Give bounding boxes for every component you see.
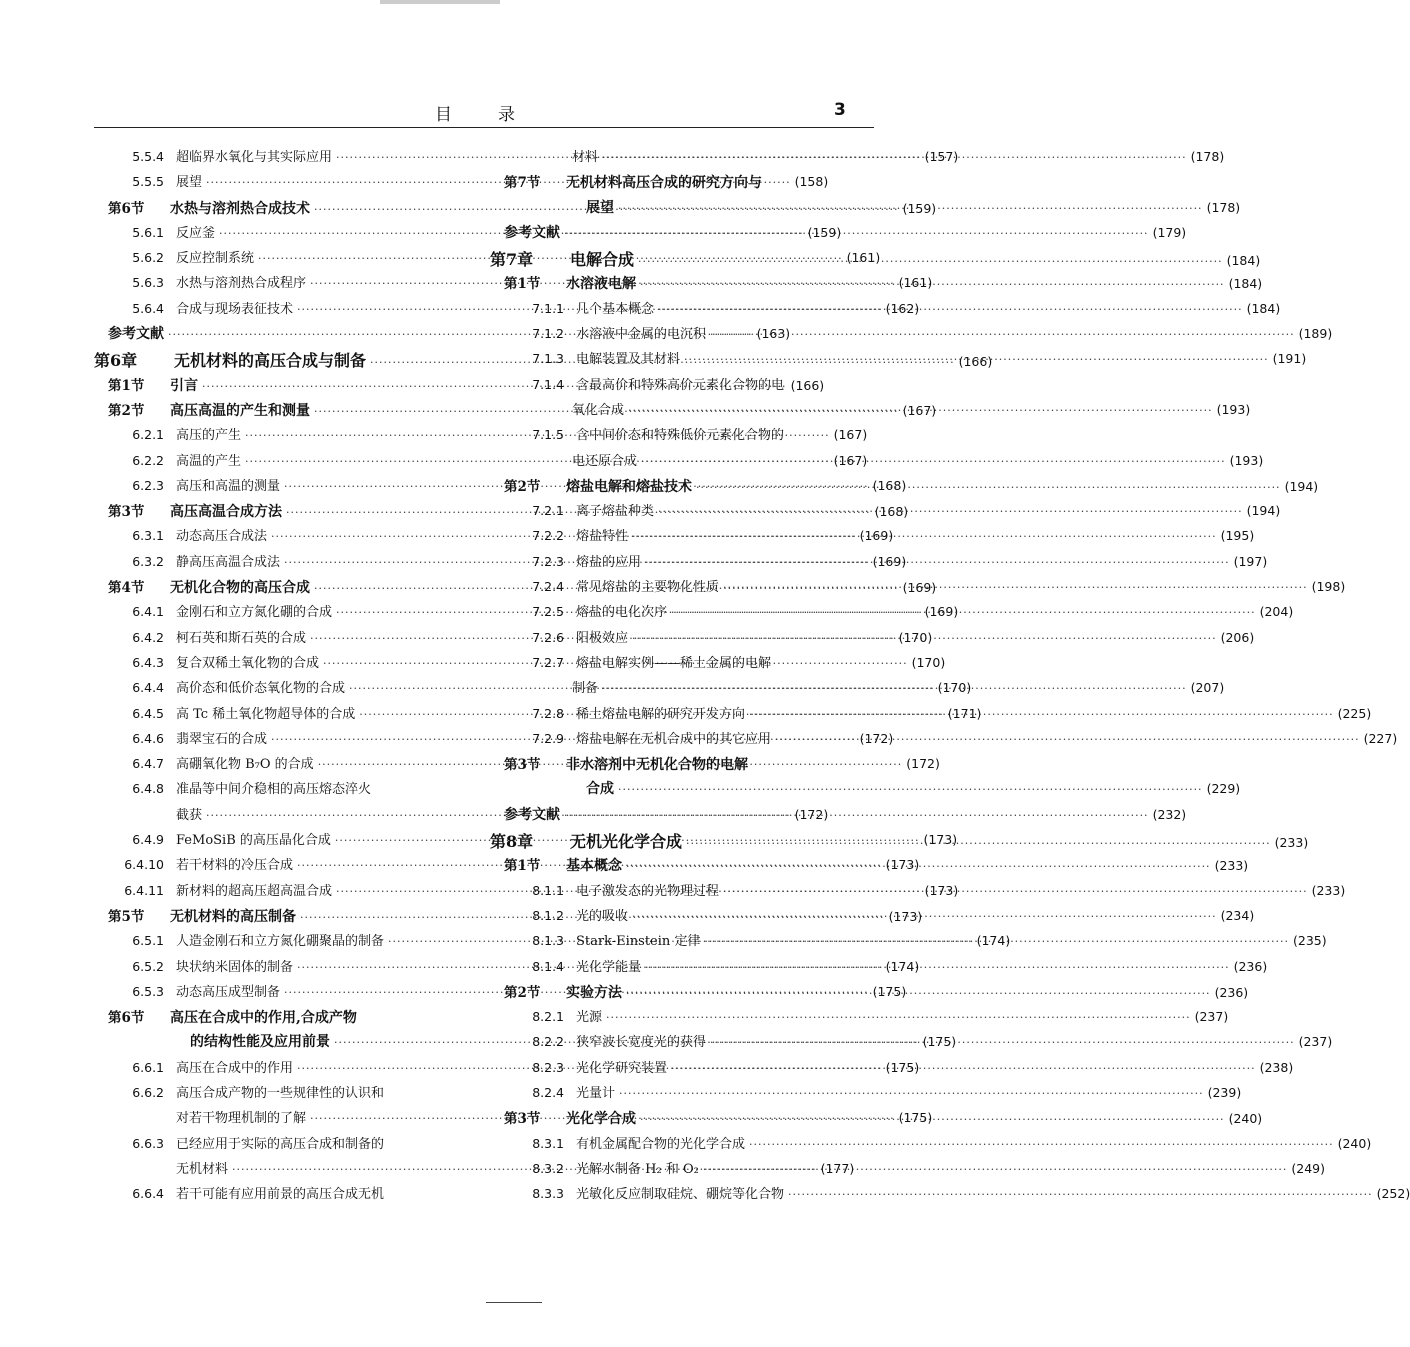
toc-entry[interactable] (490, 1133, 1372, 1158)
entry-page: (225) (1337, 705, 1372, 721)
entry-title: 若干材料的冷压合成 (176, 858, 294, 874)
entry-number: 第6章 (94, 351, 138, 371)
entry-title: 反应釜 (176, 225, 216, 241)
entry-number: 6.5.3 (132, 983, 164, 999)
entry-title: 水溶液中金属的电沉积 (576, 327, 707, 343)
entry-title: 若干可能有应用前景的高压合成无机 (176, 1187, 385, 1203)
entry-title: 熔盐电解实例——稀土金属的电解 (576, 655, 772, 671)
entry-number: 8.3.2 (532, 1160, 564, 1176)
entry-title: 对若干物理机制的了解 (176, 1111, 307, 1127)
entry-number: 5.6.2 (132, 250, 164, 266)
entry-page: (233) (1311, 882, 1346, 898)
entry-page: (189) (1298, 326, 1333, 342)
entry-title: 无机材料的高压制备 (170, 908, 296, 925)
entry-number: 8.2.3 (532, 1059, 564, 1075)
entry-title: 反应控制系统 (176, 251, 255, 267)
entry-page: (170) (911, 654, 946, 670)
entry-title: 高压在合成中的作用 (176, 1060, 294, 1076)
entry-number: 第6节 (108, 1010, 145, 1027)
entry-number: 6.4.2 (132, 629, 164, 645)
entry-number: 6.6.1 (132, 1059, 164, 1075)
entry-page: (166) (790, 377, 825, 393)
leader-dots (640, 278, 1225, 291)
entry-number: 第7章 (490, 250, 534, 270)
toc-entry[interactable] (490, 222, 1187, 247)
entry-title: 电解合成 (570, 250, 635, 270)
entry-page: (157) (924, 149, 959, 164)
entry-page: (172) (906, 756, 940, 772)
entry-number: 7.2.3 (532, 553, 564, 569)
leader-dots (749, 705, 1334, 721)
leader-dots (671, 1059, 1256, 1075)
leader-dots (775, 730, 1360, 746)
entry-page: (204) (1259, 604, 1294, 620)
entry-number: 8.1.3 (532, 933, 564, 949)
leader-dots (628, 404, 1213, 417)
entry-page: (161) (898, 275, 933, 291)
entry-page: (161) (846, 250, 881, 266)
entry-page: (167) (833, 452, 868, 468)
entry-number: 5.5.5 (132, 174, 164, 190)
entry-title: 电子激发态的光物理过程 (576, 883, 720, 899)
toc-entry[interactable] (94, 778, 476, 803)
entry-title: 水溶液电解 (566, 276, 636, 293)
leader-dots (696, 481, 1281, 494)
entry-number: 第8章 (490, 832, 534, 852)
entry-page: (169) (902, 580, 937, 596)
entry-page: (173) (885, 857, 920, 873)
toc-entry[interactable] (94, 1082, 476, 1107)
entry-title: 动态高压成型制备 (176, 984, 281, 1000)
entry-page: (178) (1206, 199, 1241, 215)
entry-title: Stark-Einstein 定律 (576, 934, 701, 950)
entry-page: (233) (1214, 858, 1249, 874)
entry-title: 氧化合成 (572, 402, 625, 418)
entry-title: 光化学研究装置 (576, 1060, 668, 1076)
leader-dots (658, 300, 1243, 316)
entry-title: 非水溶剂中无机化合物的电解 (566, 757, 748, 774)
leader-dots (641, 452, 1226, 468)
entry-title: 已经应用于实际的高压合成和制备的 (176, 1136, 385, 1152)
entry-number: 7.2.6 (532, 629, 564, 645)
toc-entry[interactable] (490, 1158, 1326, 1183)
entry-title: 柯石英和斯石英的合成 (176, 630, 307, 646)
leader-dots (658, 505, 1243, 518)
entry-page: (240) (1337, 1135, 1372, 1151)
entry-page: (169) (924, 604, 959, 620)
entry-page: (163) (756, 326, 791, 342)
entry-number: 第3节 (504, 757, 541, 774)
entry-number: 7.2.5 (532, 604, 564, 620)
entry-title: 高压高温合成方法 (170, 504, 282, 521)
entry-title: 基本概念 (566, 858, 622, 875)
entry-page: (240) (1228, 1111, 1263, 1127)
entry-number: 第1节 (504, 858, 541, 875)
entry-page: (177) (820, 1160, 855, 1176)
entry-number: 5.6.1 (132, 224, 164, 240)
entry-page: (175) (872, 983, 907, 999)
entry-page: (175) (898, 1110, 933, 1126)
entry-number: 第7节 (504, 175, 541, 192)
entry-title: 光解水制备 H₂ 和 O₂ (576, 1161, 699, 1177)
entry-title: 电还原合成 (572, 453, 638, 469)
entry-page: (168) (872, 477, 907, 493)
entry-title: 高压的产生 (176, 428, 242, 444)
entry-page: (232) (1152, 806, 1187, 822)
entry-page: (175) (922, 1034, 957, 1050)
leader-dots (564, 224, 1149, 240)
entry-number: 7.2.8 (532, 705, 564, 721)
leader-dots (710, 328, 1295, 341)
leader-dots (704, 935, 1289, 948)
entry-page: (167) (902, 402, 937, 418)
entry-title: 熔盐电解和熔盐技术 (566, 478, 692, 495)
entry-page: (167) (833, 427, 868, 443)
entry-number: 参考文献 (504, 224, 560, 241)
entry-number: 5.6.4 (132, 300, 164, 316)
entry-title: 高硼氧化物 B₇O 的合成 (176, 757, 314, 773)
leader-dots (626, 987, 1211, 1000)
entry-title: 截获 (176, 807, 203, 823)
entry-title: 高压和高温的测量 (176, 478, 281, 494)
entry-page: (195) (1220, 528, 1255, 544)
entry-number: 6.5.2 (132, 958, 164, 974)
toc-entry[interactable] (490, 450, 1264, 475)
entry-page: (162) (885, 300, 920, 316)
entry-number: 6.6.4 (132, 1186, 164, 1202)
entry-page: (173) (923, 832, 958, 848)
leader-dots (632, 910, 1217, 923)
entry-title: 高压高温的产生和测量 (170, 402, 310, 419)
entry-number: 6.4.8 (132, 781, 164, 797)
entry-number: 8.2.4 (532, 1084, 564, 1100)
entry-title: 光的吸收 (576, 908, 629, 924)
entry-number: 8.1.4 (532, 958, 564, 974)
leader-dots (564, 806, 1149, 822)
toc-entry[interactable] (490, 652, 862, 677)
entry-title: 合成 (586, 781, 614, 798)
entry-page: (159) (807, 224, 842, 240)
toc-entry[interactable] (490, 753, 862, 778)
entry-number: 第6节 (108, 200, 145, 217)
entry-number: 7.2.4 (532, 579, 564, 595)
entry-number: 7.1.1 (532, 300, 564, 316)
entry-page: (235) (1292, 933, 1327, 949)
entry-title: 常见熔盐的主要物化性质 (576, 580, 720, 596)
entry-title: 高价态和低价态氧化物的合成 (176, 681, 346, 697)
entry-title: 含最高价和特殊高价元素化合物的电 (576, 377, 785, 393)
entry-number: 第1节 (108, 377, 145, 394)
entry-page: (198) (1311, 579, 1346, 595)
entry-page: (173) (924, 882, 959, 898)
entry-number: 6.2.1 (132, 427, 164, 443)
entry-number: 8.1.2 (532, 907, 564, 923)
entry-page: (179) (1152, 224, 1187, 240)
entry-title: 阳极效应 (576, 630, 629, 646)
entry-page: (173) (888, 908, 923, 924)
entry-number: 6.4.10 (124, 857, 164, 873)
entry-title: 熔盐的应用 (576, 554, 642, 570)
entry-page: (175) (885, 1059, 920, 1075)
top-scan-mark (380, 0, 500, 4)
entry-page: (184) (1228, 276, 1263, 292)
entry-page: (193) (1216, 401, 1251, 417)
entry-page: (172) (794, 806, 829, 822)
entry-page: (174) (976, 933, 1011, 949)
entry-number: 第3节 (108, 504, 145, 521)
entry-title: 展望 (176, 175, 203, 191)
entry-page: (159) (902, 200, 937, 216)
entry-page: (252) (1376, 1186, 1410, 1202)
entry-page: (169) (859, 528, 894, 544)
leader-dots (602, 682, 1187, 695)
entry-page: (207) (1190, 680, 1225, 696)
toc-entry[interactable] (94, 1183, 476, 1208)
entry-number: 第1节 (504, 276, 541, 293)
entry-page: (169) (872, 553, 907, 569)
entry-title: 金刚石和立方氮化硼的合成 (176, 605, 333, 621)
entry-title: 准晶等中间介稳相的高压熔态淬火 (176, 782, 372, 798)
leader-dots (626, 860, 1211, 873)
entry-number: 第2节 (108, 402, 145, 419)
entry-number: 6.4.7 (132, 756, 164, 772)
entry-number: 8.2.1 (532, 1009, 564, 1025)
entry-number: 6.4.9 (132, 832, 164, 848)
entry-number: 6.2.2 (132, 452, 164, 468)
leader-dots (606, 1011, 1191, 1024)
entry-page: (237) (1298, 1034, 1333, 1050)
toc-entry[interactable] (490, 424, 862, 449)
header-title-right: 录 (498, 105, 517, 125)
entry-title: 实验方法 (566, 984, 622, 1001)
entry-title: 水热与溶剂热合成技术 (170, 200, 310, 217)
entry-number: 6.6.2 (132, 1084, 164, 1100)
leader-dots (684, 353, 1269, 366)
entry-page: (170) (898, 629, 933, 645)
entry-number: 第4节 (108, 580, 145, 597)
toc-entry[interactable] (490, 1183, 1410, 1208)
entry-number: 6.4.1 (132, 604, 164, 620)
leader-dots (723, 581, 1308, 594)
entry-page: (158) (794, 174, 829, 190)
entry-title: 光化学能量 (576, 959, 642, 975)
entry-title: 合成与现场表征技术 (176, 301, 294, 317)
entry-page: (166) (958, 354, 993, 370)
leader-dots (710, 1036, 1295, 1049)
entry-title: 光敏化反应制取硅烷、硼烷等化合物 (576, 1187, 785, 1203)
entry-number: 参考文献 (108, 326, 164, 343)
entry-page: (172) (859, 730, 894, 746)
entry-page: (168) (874, 504, 909, 520)
entry-page: (229) (1206, 781, 1241, 797)
entry-title: 制备 (572, 681, 599, 697)
entry-number: 6.3.2 (132, 553, 164, 569)
toc-entry[interactable] (94, 1133, 476, 1158)
entry-number: 6.2.3 (132, 477, 164, 493)
entry-number: 8.3.3 (532, 1186, 564, 1202)
entry-title: 有机金属配合物的光化学合成 (576, 1136, 746, 1152)
leader-dots (723, 882, 1308, 898)
entry-page: (170) (937, 680, 972, 696)
entry-title: 动态高压合成法 (176, 529, 268, 545)
entry-number: 7.2.2 (532, 528, 564, 544)
leader-dots (619, 1087, 1204, 1100)
entry-page: (236) (1233, 958, 1268, 974)
entry-title: 水热与溶剂热合成程序 (176, 276, 307, 292)
entry-title: 无机材料 (176, 1161, 229, 1177)
entry-page: (171) (947, 705, 982, 721)
entry-title: 无机材料的高压合成与制备 (174, 351, 367, 371)
entry-title: 静高压高温合成法 (176, 554, 281, 570)
toc-entry[interactable] (490, 1082, 1242, 1107)
leader-dots (632, 530, 1217, 543)
entry-title: 高 Tc 稀土氧化物超导体的合成 (176, 706, 356, 722)
entry-number: 8.2.2 (532, 1034, 564, 1050)
leader-dots (640, 1113, 1225, 1126)
entry-number: 第3节 (504, 1111, 541, 1128)
leader-dots (645, 958, 1230, 974)
entry-number: 7.1.2 (532, 326, 564, 342)
entry-number: 6.5.1 (132, 933, 164, 949)
entry-title: FeMoSiB 的高压晶化合成 (176, 833, 331, 849)
entry-title: 展望 (586, 199, 614, 216)
entry-page: (239) (1207, 1084, 1242, 1100)
entry-number: 6.6.3 (132, 1135, 164, 1151)
entry-title: 无机光化学合成 (570, 832, 683, 852)
entry-title: 超临界水氧化与其实际应用 (176, 150, 333, 165)
entry-title: 复合双稀土氧化物的合成 (176, 655, 320, 671)
toc-entry[interactable] (490, 171, 862, 196)
entry-number: 参考文献 (504, 806, 560, 823)
entry-number: 6.4.5 (132, 705, 164, 721)
entry-title: 翡翠宝石的合成 (176, 731, 268, 747)
header-rule (94, 127, 874, 128)
entry-page: (194) (1284, 478, 1319, 494)
entry-number: 5.6.3 (132, 275, 164, 291)
entry-number: 第2节 (504, 984, 541, 1001)
entry-number: 8.3.1 (532, 1135, 564, 1151)
entry-title: 光量计 (576, 1085, 616, 1101)
page-number: 3 (834, 100, 846, 120)
entry-title: 稀土熔盐电解的研究开发方向 (576, 706, 746, 722)
entry-page: (206) (1220, 629, 1255, 645)
entry-number: 7.1.4 (532, 376, 564, 392)
footer-mark (486, 1302, 542, 1303)
leader-dots (618, 202, 1203, 215)
entry-number: 6.4.11 (124, 882, 164, 898)
entry-title: 含中间价态和特殊低价元素化合物的 (576, 428, 785, 444)
entry-number: 6.4.4 (132, 680, 164, 696)
toc-entry[interactable] (490, 804, 1187, 829)
entry-page: (197) (1233, 553, 1268, 569)
toc-entry[interactable] (490, 374, 862, 399)
leader-dots (602, 151, 1187, 164)
leader-dots (638, 255, 1223, 268)
leader-dots (703, 1160, 1288, 1176)
entry-page: (194) (1246, 503, 1281, 519)
entry-page: (227) (1363, 730, 1398, 746)
toc-entry[interactable] (490, 1006, 1229, 1031)
entry-number: 5.5.4 (132, 149, 164, 164)
entry-title: 无机化合物的高压合成 (170, 580, 310, 597)
leader-dots (645, 553, 1230, 569)
entry-title: 引言 (170, 377, 198, 394)
leader-dots (632, 629, 1217, 645)
entry-page: (193) (1229, 452, 1264, 468)
entry-number: 7.1.3 (532, 351, 564, 367)
entry-title: 光化学合成 (566, 1111, 636, 1128)
entry-title: 熔盐电解在无机合成中的其它应用 (576, 731, 772, 747)
entry-page: (237) (1194, 1009, 1229, 1025)
entry-number: 7.2.9 (532, 730, 564, 746)
entry-title: 高压合成产物的一些规律性的认识和 (176, 1085, 385, 1101)
entry-page: (236) (1214, 984, 1249, 1000)
entry-number: 7.2.1 (532, 503, 564, 519)
entry-page: (234) (1220, 907, 1255, 923)
entry-page: (184) (1246, 300, 1281, 316)
entry-title: 狭窄波长宽度光的获得 (576, 1035, 707, 1051)
entry-page: (184) (1226, 253, 1261, 269)
entry-page: (249) (1291, 1160, 1326, 1176)
entry-number: 7.1.5 (532, 427, 564, 443)
entry-number: 第5节 (108, 908, 145, 925)
toc-entry[interactable] (94, 1006, 476, 1031)
entry-number: 6.4.3 (132, 654, 164, 670)
entry-title: 几个基本概念 (576, 301, 655, 317)
entry-title: 离子熔盐种类 (576, 504, 655, 520)
entry-number: 6.3.1 (132, 528, 164, 544)
entry-title: 材料 (572, 150, 599, 165)
entry-title: 新材料的超高压超高温合成 (176, 883, 333, 899)
leader-dots (749, 1138, 1334, 1151)
entry-title: 的结构性能及应用前景 (190, 1034, 330, 1051)
header-title-left: 目 (435, 105, 454, 125)
entry-title: 块状纳米固体的制备 (176, 959, 294, 975)
entry-number: 第2节 (504, 478, 541, 495)
entry-page: (191) (1272, 351, 1307, 367)
entry-number: 8.1.1 (532, 882, 564, 898)
entry-page: (233) (1274, 835, 1309, 851)
entry-title: 人造金刚石和立方氮化硼聚晶的制备 (176, 934, 385, 950)
entry-page: (238) (1259, 1059, 1294, 1075)
toc-entry[interactable] (490, 323, 1333, 348)
leader-dots (671, 606, 1256, 619)
page-header-title (0, 100, 952, 125)
entry-title: 无机材料高压合成的研究方向与 (566, 175, 762, 192)
leader-dots (686, 837, 1271, 850)
entry-title: 熔盐特性 (576, 529, 629, 545)
entry-title: 电解装置及其材料 (576, 352, 681, 368)
toc-entry[interactable] (490, 778, 1241, 803)
entry-page: (174) (885, 958, 920, 974)
entry-title: 高温的产生 (176, 453, 242, 469)
leader-dots (788, 1188, 1373, 1201)
entry-number: 6.4.6 (132, 730, 164, 746)
entry-title: 熔盐的电化次序 (576, 605, 668, 621)
leader-dots (618, 783, 1203, 796)
entry-number: 7.2.7 (532, 654, 564, 670)
entry-page: (178) (1190, 149, 1225, 164)
entry-title: 高压在合成中的作用,合成产物 (170, 1010, 357, 1027)
entry-title: 光源 (576, 1010, 603, 1026)
